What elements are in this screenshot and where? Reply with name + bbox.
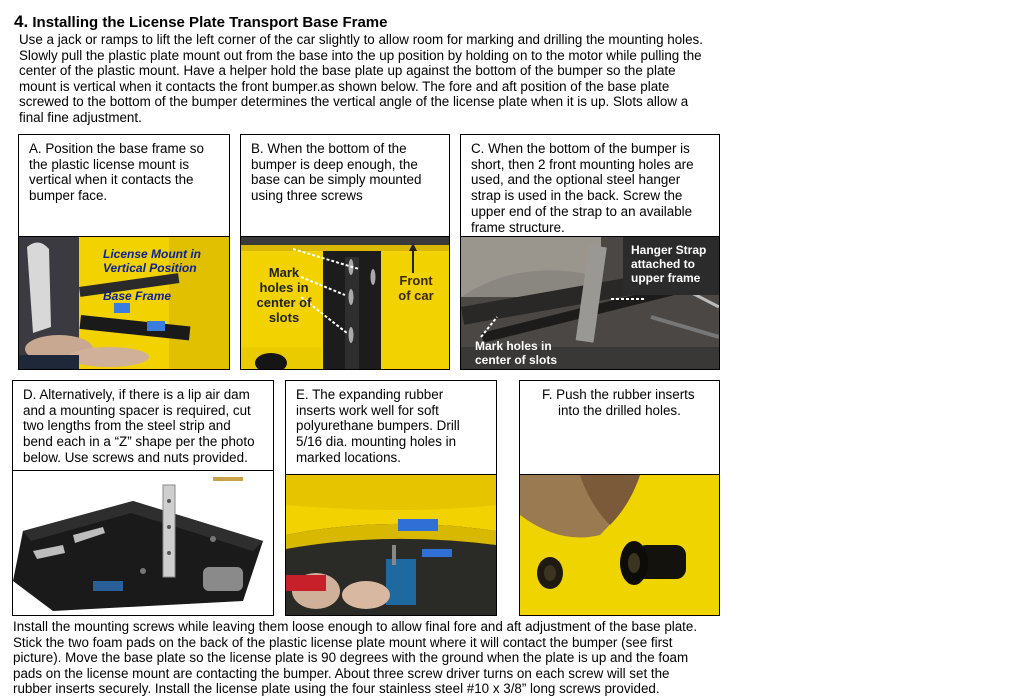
panel-b	[240, 134, 450, 370]
caption-line: and a mounting spacer is required, cut	[23, 402, 251, 418]
label-line: upper frame	[631, 271, 701, 285]
label-license-mount	[103, 247, 201, 275]
label-line: Hanger Strap	[631, 243, 707, 257]
caption-line: the plastic license mount is	[29, 156, 190, 172]
caption-line: below. Use screws and nuts provided.	[23, 449, 248, 465]
outro-line: pads on the license mount are contacting the bumper. About three screw driver turns on each screw will set the	[13, 665, 670, 681]
intro-line: Slowly pull the plastic plate mount out from the base into the up position by holding on to the motor while pulling the	[19, 47, 702, 63]
intro-line: final fine adjustment.	[19, 109, 142, 125]
label-mark-holes-slots	[475, 339, 557, 367]
caption-line: 5/16 dia. mounting holes in	[296, 434, 457, 450]
caption-line: bumper is deep enough, the	[251, 156, 418, 172]
outro-line: rubber inserts securely. Install the license plate using the four stainless steel #10 x 3/8” long screws provided.	[13, 681, 660, 697]
caption-line: upper end of the strap to an available	[471, 203, 693, 219]
label-line: center of	[256, 295, 312, 310]
label-line: attached to	[631, 257, 696, 271]
caption-line: inserts work well for soft	[296, 402, 439, 418]
panel-e	[285, 380, 497, 616]
caption-line: base can be simply mounted	[251, 172, 422, 188]
label-mark-holes	[255, 265, 313, 325]
panel-b-photo	[241, 237, 449, 369]
caption-line: A. Position the base frame so	[29, 141, 204, 156]
intro-line: Use a jack or ramps to lift the left corner of the car slightly to allow room for marking and drilling the mounting holes.	[19, 32, 703, 47]
panel-d	[12, 380, 274, 616]
panel-e-photo	[286, 475, 496, 615]
label-line: Mark	[268, 265, 300, 280]
panel-c-caption	[461, 135, 719, 237]
panel-f-caption	[520, 381, 719, 475]
label-hanger-strap	[631, 243, 706, 285]
label-line: slots	[268, 310, 300, 325]
panel-f-photo	[520, 475, 719, 615]
panel-a-caption	[19, 135, 229, 237]
caption-line: C. When the bottom of the bumper is	[471, 141, 690, 156]
caption-line: using three screws	[251, 188, 363, 204]
caption-line: marked locations.	[296, 449, 401, 465]
outro-line: picture). Move the base plate so the license plate is 90 degrees with the ground when the plate is up and the foam	[13, 650, 689, 666]
label-line: of car	[398, 288, 434, 303]
label-base-frame: Base Frame	[103, 289, 172, 303]
outro-line: Stick the two foam pads on the back of the plastic license plate mount where it will contact the bumper (see first	[13, 634, 673, 650]
panel-a	[18, 134, 230, 370]
caption-line: B. When the bottom of the	[251, 141, 407, 156]
label-line: Mark holes in	[475, 339, 552, 353]
panel-f	[519, 380, 720, 616]
caption-line: E. The expanding rubber	[296, 387, 444, 402]
label-line: License Mount in	[103, 247, 202, 261]
section-title-text: Installing the License Plate Transport Base Frame	[32, 14, 388, 31]
panel-e-caption	[286, 381, 496, 475]
panel-a-photo	[19, 237, 229, 369]
caption-line: strap is used in the back. Screw the	[471, 188, 683, 204]
caption-line: bumper face.	[29, 188, 108, 204]
caption-line: short, then 2 front mounting holes are	[471, 156, 694, 172]
section-title	[14, 12, 387, 32]
label-line: Front	[399, 273, 433, 288]
caption-line: F. Push the rubber inserts	[542, 387, 695, 402]
panel-c-photo	[461, 237, 719, 369]
label-line: center of slots	[475, 353, 558, 367]
intro-paragraph	[19, 32, 739, 126]
intro-line: screwed to the bottom of the bumper determines the vertical angle of the license plate when it is up. Slots allow a	[19, 94, 689, 110]
caption-line: two lengths from the steel strip and	[23, 418, 231, 434]
panel-b-caption	[241, 135, 449, 237]
outro-line: Install the mounting screws while leaving them loose enough to allow final fore and aft adjustment of the base plate.	[13, 619, 698, 634]
caption-line: bend each in a “Z” shape per the photo	[23, 434, 255, 450]
caption-line: polyurethane bumpers. Drill	[296, 418, 460, 434]
panel-c	[460, 134, 720, 370]
section-number: 4.	[14, 12, 29, 31]
label-front-of-car	[391, 273, 441, 303]
label-line: Vertical Position	[103, 261, 197, 275]
intro-line: mount is vertical when it contacts the front bumper.as shown below. The fore and aft position of the base plate	[19, 78, 670, 94]
caption-line: D. Alternatively, if there is a lip air dam	[23, 387, 250, 402]
caption-line: frame structure.	[471, 219, 565, 235]
caption-line: used, and the optional steel hanger	[471, 172, 681, 188]
closing-paragraph	[13, 619, 753, 697]
panel-d-caption	[13, 381, 273, 471]
intro-line: center of the plastic mount. Have a helper hold the base plate up against the bottom of the bumper so the plate	[19, 63, 676, 79]
caption-line: into the drilled holes.	[558, 402, 681, 418]
panel-d-photo	[13, 471, 273, 615]
caption-line: vertical when it contacts the	[29, 172, 194, 188]
label-line: holes in	[259, 280, 309, 295]
